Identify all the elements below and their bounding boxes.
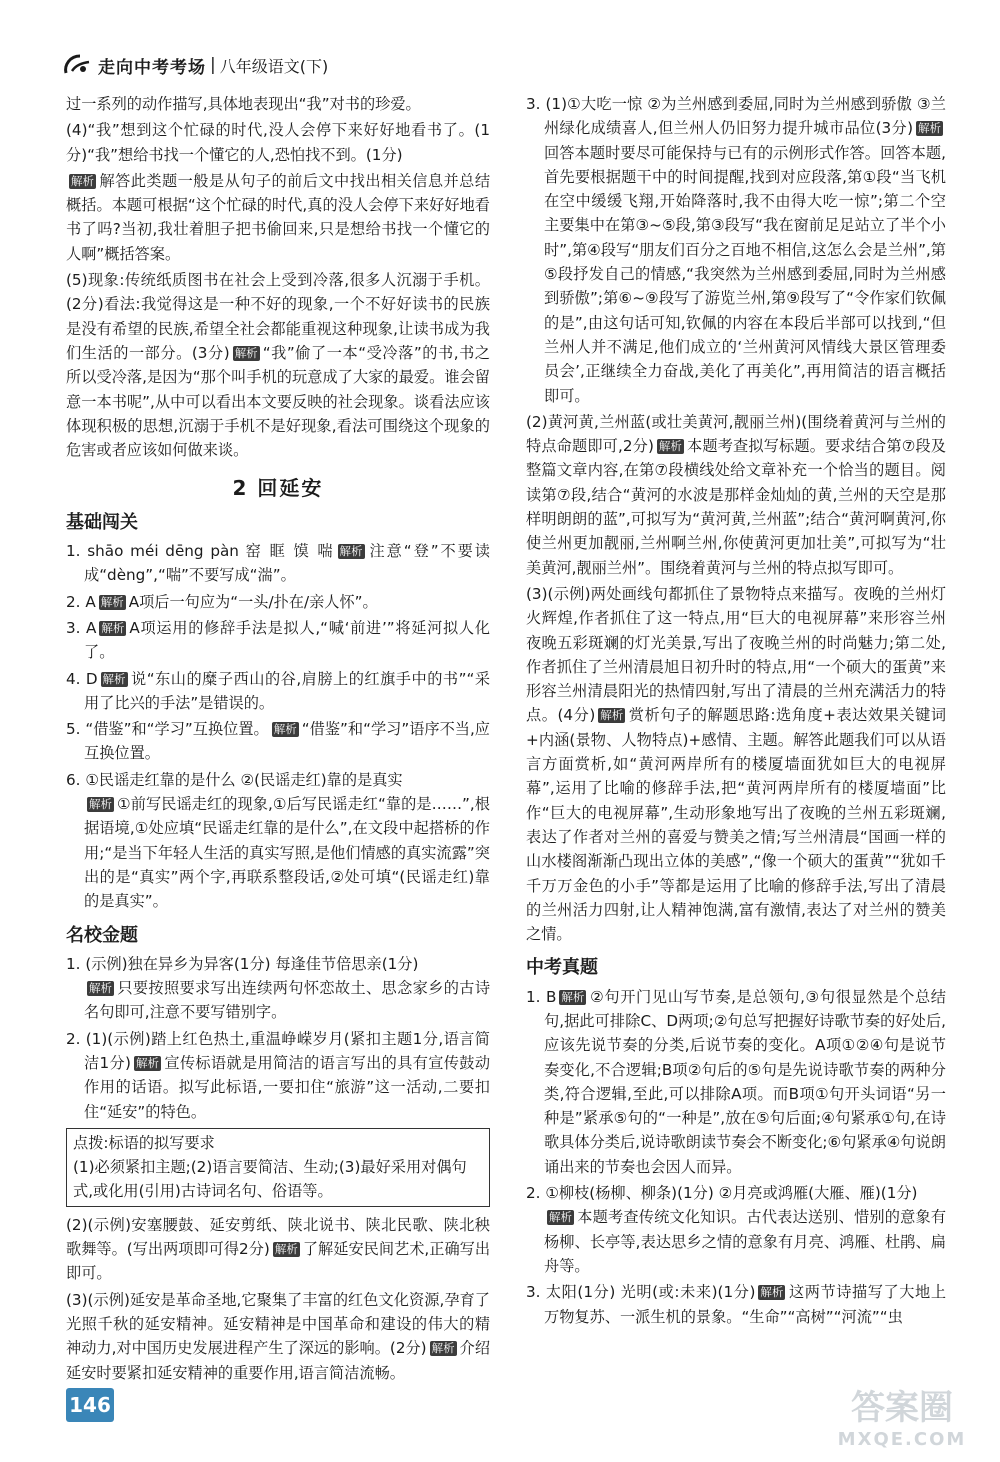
analysis-tag: 解析 <box>71 173 94 188</box>
analysis-tag: 解析 <box>89 797 112 812</box>
analysis-tag: 解析 <box>273 722 297 737</box>
analysis-tag: 解析 <box>561 989 585 1004</box>
analysis-tag: 解析 <box>135 1055 159 1070</box>
answer-text: 3. 太阳(1分) 光明(或:未来)(1分) <box>526 1283 756 1302</box>
watermark-line2: MXQE.COM <box>837 1429 967 1450</box>
analysis-text: 赏析句子的解题思路:选角度+表达效果关键词+内涵(景物、人物特点)+感情、主题。解答此题我们可以从语言方面赏析,如“黄河两岸所有的楼厦墙面犹如巨大的电视屏幕”,运用了比喻的修辞手法,把“黄河两岸所有的楼厦墙面”比作“巨大的电视屏幕”,生动形象地写出了夜晚的兰州五彩斑斓,表达了作者对兰州的喜爱与赞美之情;写兰州清晨“国画一样的山水楼阁渐渐凸现出立体的美感”,“像一个硕大的蛋黄”“犹如千千万万金色的小手”等都是运用了比喻的修辞手法,写出了清晨的兰州活力四射,让人精神饱满,富有激情,表达了对兰州的赞美之情。 <box>526 706 947 944</box>
answer-paragraph <box>526 410 946 580</box>
brand-logo-icon <box>62 53 92 77</box>
page-header <box>62 50 328 80</box>
tip-body: (1)必须紧扣主题;(2)语言要简洁、生动;(3)最好采用对偶句式,或化用(引用)古诗词名句、俗语等。 <box>73 1158 467 1201</box>
analysis-text: 说“东山的糜子西山的谷,肩膀上的红旗手中的书”“采用了比兴的手法”是错误的。 <box>84 669 491 712</box>
analysis-text: ①前写民谣走红的现象,①后写民谣走红“靠的是……”,根据语境,①处应填“民谣走红靠的是什么”,在文段中起搭桥的作用;“是当下年轻人生活的真实写照,是他们情感的真实流露”突出的是“真实”两个字,再联系整段话,②处可填“(民谣走红)靠的是真实”。 <box>84 795 490 911</box>
answer-text: (5)现象:传统纸质图书在社会上受到冷落,很多人沉溺于手机。(2分)看法:我觉得这是一种不好的现象,一个不好好读书的民族是没有希望的民族,希望全社会都能重视这种现象,让读书成为我们生活的一部分。(3分) <box>66 271 490 362</box>
question-item <box>526 92 946 408</box>
analysis-text: A项后一句应为“一头/扑在/亲人怀”。 <box>128 592 378 611</box>
answer-text: (2)(示例)安塞腰鼓、延安剪纸、陕北说书、陕北民歌、陕北秧歌舞等。(写出两项即可得2分) <box>66 1215 490 1259</box>
header-separator: | <box>210 55 216 75</box>
question-item <box>526 1181 946 1278</box>
tip-box <box>66 1128 490 1207</box>
analysis-text: 这两节诗描写了大地上万物复苏、一派生机的景象。“生命”“高树”“河流”“虫 <box>544 1283 947 1326</box>
analysis-text: A项运用的修辞手法是拟人,“喊‘前进’”将延河拟人化了。 <box>84 618 490 662</box>
answer-paragraph <box>66 1213 490 1286</box>
answer-text: 6. ①民谣走红靠的是什么 ②(民谣走红)靠的是真实 <box>66 770 403 789</box>
analysis-text: 介绍延安时要紧扣延安精神的重要作用,语言简洁流畅。 <box>66 1339 491 1382</box>
tip-title: 点拨:标语的拟写要求 <box>73 1133 215 1152</box>
page-number: 146 <box>66 1388 114 1422</box>
watermark-line1: 答案圈 <box>851 1388 953 1428</box>
analysis-text: 本题考查拟写标题。要求结合第⑦段及整篇文章内容,在第⑦段横线处给文章补充一个恰当的题目。阅读第⑦段,结合“黄河的水波是那样金灿灿的黄,兰州的天空是那样明朗朗的蓝”,可拟写为“黄河黄,兰州蓝”;结合“黄河啊黄河,你使兰州更加靓丽,兰州啊兰州,你使黄河更加壮美”,可拟写为“壮美黄河,靓丽兰州”。围绕着黄河与兰州的特点拟写即可。 <box>526 437 946 577</box>
answer-paragraph <box>66 1288 490 1385</box>
right-column <box>526 92 946 1331</box>
analysis-text: ②句开门见山写节奏,是总领句,③句很显然是个总结句,据此可排除C、D两项;②句总写把握好诗歌节奏的好处后,应该先说节奏的分类,后说节奏的变化。A项①②④句是说节奏变化,不合逻辑;B项②句后的⑤句是先说诗歌节奏的两种分类,符合逻辑,至此,可以排除A项。而B项①句开头词语“另一种是”紧承⑤句的“一种是”,放在⑤句后面;④句紧承①句,在诗歌具体分类后,说诗歌朗读节奏会不断变化;⑥句紧承④句说朗诵出来的节奏也会因人而异。 <box>544 987 946 1176</box>
answer-paragraph <box>526 582 946 946</box>
analysis-tag: 解析 <box>600 708 624 723</box>
watermark-logo <box>822 1386 982 1450</box>
analysis-text: 了解延安民间艺术,正确写出即可。 <box>66 1240 491 1283</box>
answer-text: 3. (1)①大吃一惊 ②为兰州感到委屈,同时为兰州感到骄傲 ③兰州绿化成绩喜人,但兰州人仍旧努力提升城市品位(3分) <box>526 95 946 138</box>
analysis-text: 宣传标语就是用简洁的语言写出的具有宣传鼓动作用的话语。拟写此标语,一要扣住“旅游”这一活动,二要扣住“延安”的特色。 <box>84 1053 491 1121</box>
analysis-text: 只要按照要求写出连续两句怀恋故土、思念家乡的古诗名句即可,注意不要写错别字。 <box>84 979 490 1022</box>
analysis-tag: 解析 <box>101 620 125 635</box>
question-item <box>66 667 490 716</box>
subsection-heading: 中考真题 <box>526 957 598 979</box>
analysis-tag: 解析 <box>89 981 112 996</box>
analysis-tag: 解析 <box>234 345 258 360</box>
book-brand: 走向中考考场 <box>98 57 206 78</box>
question-item <box>526 985 946 1179</box>
question-item <box>66 1027 490 1124</box>
analysis-tag: 解析 <box>918 121 941 136</box>
analysis-paragraph <box>66 169 490 266</box>
answer-text: 2. A <box>66 592 96 611</box>
analysis-text: 解答此类题一般是从句子的前后文中找出相关信息并总结概括。本题可根据“这个忙碌的时代,真的没人会停下来好好地看书了吗?当初,我壮着胆子把书偷回来,只是想给书找一个懂它的人啊”概括答案。 <box>66 171 490 263</box>
question-item <box>66 952 490 1025</box>
answer-paragraph <box>66 268 490 462</box>
book-subject: 八年级语文(下) <box>219 56 329 76</box>
question-item <box>66 717 490 766</box>
analysis-text: “我”偷了一本“受冷落”的书,书之所以受冷落,是因为“那个叫手机的玩意成了大家的最爱。谁会留意一本书呢”,从中可以看出本文要反映的社会现象。谈看法应该体现积极的思想,沉溺于手机不是好现象,看法可围绕这个现象的危害或者应该如何做来谈。 <box>66 343 490 460</box>
answer-text: 1. (示例)独在异乡为异客(1分) 每逢佳节倍思亲(1分) <box>66 954 419 973</box>
analysis-text: 注意“登”不要读成“dèng”,“喘”不要写成“湍”。 <box>84 542 490 585</box>
analysis-text: 回答本题时要尽可能保持与已有的示例形式作答。回答本题,首先要根据题干中的时间提醒,找到对应段落,第①段“当飞机在空中缓缓飞翔,开始降落时,我不由得大吃一惊”;第二个空主要集中在第③~⑤段,第③段写“我在窗前足足站立了半个小时”,第④段写“朋友们百分之百地不相信,这怎么会是兰州”,第⑤段抒发自己的情感,“我突然为兰州感到委屈,同时为兰州感到骄傲”;第⑥~⑨段写了游览兰州,第⑨段写了“令作家们钦佩的是”,由这句话可知,钦佩的内容在本段后半部可以找到,“但兰州人并不满足,他们成立的‘兰州黄河风情线大景区管理委员会’,正继续全力奋战,美化了再美化”,再用简洁的语言概括即可。 <box>544 143 946 405</box>
answer-text: 2. (1)(示例)踏上红色热土,重温峥嵘岁月(紧扣主题1分,语言简洁1分) <box>66 1029 490 1072</box>
question-item <box>526 1280 946 1329</box>
answer-text: (2)黄河黄,兰州蓝(或壮美黄河,靓丽兰州)(围绕着黄河与兰州的特点命题即可,2分) <box>526 412 946 456</box>
question-item <box>66 590 490 614</box>
answer-text: (3)(示例)两处画线句都抓住了景物特点来描写。夜晚的兰州灯火辉煌,作者抓住了这一特点,用“巨大的电视屏幕”来形容兰州夜晚五彩斑斓的灯光美景,写出了夜晚兰州的时尚魅力;第二处,作者抓住了兰州清晨旭日初升时的特点,用“一个硕大的蛋黄”来形容兰州清晨阳光的热情四射,写出了清晨的兰州充满活力的特点。(4分) <box>526 584 946 725</box>
subsection-heading: 名校金题 <box>66 924 138 946</box>
question-item <box>66 539 490 588</box>
analysis-text: “借鉴”和“学习”语序不当,应互换位置。 <box>84 720 490 763</box>
answer-text: 5. “借鉴”和“学习”互换位置。 <box>66 720 269 739</box>
analysis-text: 本题考查传统文化知识。古代表达送别、惜别的意象有杨柳、长亭等,表达思乡之情的意象有月亮、鸿雁、杜鹃、扁舟等。 <box>544 1208 946 1275</box>
answer-text: (3)(示例)延安是革命圣地,它聚集了丰富的红色文化资源,孕育了光照千秋的延安精神。延安精神是中国革命和建设的伟大的精神动力,对中国历史发展进程产生了深远的影响。(2分) <box>66 1290 490 1358</box>
analysis-tag: 解析 <box>760 1285 784 1300</box>
analysis-tag: 解析 <box>274 1242 298 1257</box>
question-item <box>66 768 490 914</box>
analysis-tag: 解析 <box>431 1341 455 1356</box>
answer-text: 4. D <box>66 669 98 688</box>
answer-text: 过一系列的动作描写,具体地表现出“我”对书的珍爱。 <box>66 95 421 113</box>
answer-text: 1. shāo méi dēng pàn 窑 眶 馍 喘 <box>66 542 335 561</box>
analysis-tag: 解析 <box>549 1210 572 1225</box>
answer-text: 3. A <box>66 618 97 637</box>
answer-text: 1. B <box>526 987 557 1006</box>
answer-text: 2. ①柳枝(杨柳、柳条)(1分) ②月亮或鸿雁(大雁、雁)(1分) <box>526 1184 918 1203</box>
left-column <box>66 92 490 1387</box>
analysis-tag: 解析 <box>339 544 363 559</box>
analysis-tag: 解析 <box>102 671 126 686</box>
analysis-tag: 解析 <box>658 439 682 454</box>
section-title: 2 回延安 <box>232 476 324 501</box>
subsection-heading: 基础闯关 <box>66 511 138 533</box>
question-item <box>66 616 490 665</box>
analysis-tag: 解析 <box>100 594 124 609</box>
answer-text: (4)“我”想到这个忙碌的时代,没人会停下来好好地看书了。(1分)“我”想给书找一个懂它的人,恐怕找不到。(1分) <box>66 121 490 164</box>
